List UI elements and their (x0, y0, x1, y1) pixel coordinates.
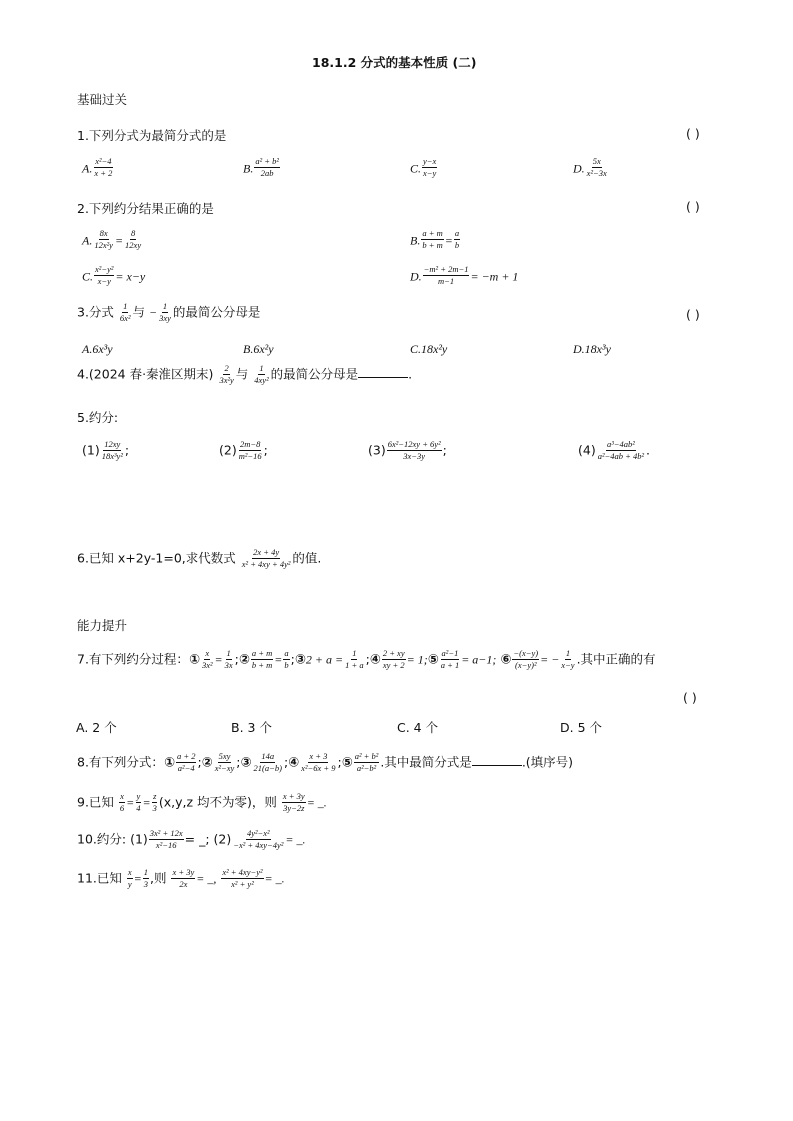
text-segment: = (133, 871, 142, 886)
denominator: 3x²y (219, 375, 234, 386)
fraction (143, 868, 149, 890)
numerator: y−x (422, 157, 437, 168)
denominator: 3xy (159, 313, 171, 324)
numerator: x² + 4xy−y² (221, 868, 263, 879)
fraction (152, 792, 158, 814)
fraction (387, 440, 442, 462)
numerator: 12xy (103, 440, 121, 451)
numerator: z (152, 792, 157, 803)
option-label: A. (82, 161, 93, 176)
numerator: a (454, 229, 460, 240)
q3-stem (77, 302, 260, 324)
text-segment: = a−1; (461, 652, 497, 667)
q2-option-c[interactable] (82, 265, 145, 287)
text-segment: ① (163, 755, 175, 771)
fraction (93, 157, 113, 179)
equals: = (114, 233, 124, 248)
fraction (214, 752, 236, 774)
numerator: x (127, 868, 133, 879)
q2-answer-paren: ( ) (686, 199, 700, 214)
denominator: 3x−3y (403, 451, 426, 462)
denominator: 4xy² (254, 375, 269, 386)
text-segment: 3.分式 (77, 304, 114, 320)
fraction (586, 157, 608, 179)
text-segment: ; (234, 651, 239, 667)
denominator: 6 (119, 803, 125, 814)
q5-part-3 (368, 440, 447, 462)
q10-stem (77, 829, 305, 851)
text-segment: ③ (294, 652, 306, 668)
q5-part-2 (219, 440, 268, 462)
denominator: x² + 4xy + 4y² (241, 559, 291, 570)
numerator: x + 3y (171, 868, 195, 879)
result: = −m + 1 (470, 269, 519, 284)
denominator: x²−3x (586, 168, 607, 179)
denominator: 2x (179, 879, 188, 890)
fraction (423, 265, 470, 287)
text-segment: = _. (264, 871, 285, 886)
fraction (597, 440, 645, 462)
fraction (224, 649, 234, 671)
fraction (454, 229, 460, 251)
q2-option-a[interactable] (82, 229, 143, 251)
denominator: x²−xy (214, 763, 235, 774)
q7-option-d[interactable]: D. 5 个 (560, 720, 602, 735)
text-segment: 2 + a = (305, 652, 344, 667)
denominator: x²−6x + 9 (301, 763, 336, 774)
denominator: a²−4ab + 4b² (597, 451, 645, 462)
fraction (282, 792, 306, 814)
answer-blank[interactable] (472, 755, 522, 766)
fraction (238, 440, 263, 462)
fraction (149, 829, 184, 851)
text-segment: ④ (288, 755, 300, 771)
text-segment: 4.(2024 春·秦淮区期末) (77, 366, 214, 382)
numerator: −(x−y) (512, 649, 539, 660)
numerator: a (283, 649, 289, 660)
text-segment: ; (236, 754, 241, 770)
text-segment: = _. (285, 832, 306, 847)
option-label: B. (243, 161, 254, 176)
text-segment: 的最简公分母是 (270, 366, 359, 382)
numerator: a + 2 (176, 752, 197, 763)
q3-option-b[interactable]: B.6x²y (243, 342, 274, 356)
text-segment: (2) (219, 442, 237, 458)
q2-option-d[interactable] (410, 265, 518, 287)
numerator: 2 (223, 364, 229, 375)
fraction (119, 302, 132, 324)
text-segment: (4) (578, 442, 596, 458)
denominator: 12xy (125, 240, 142, 251)
fraction (241, 548, 292, 570)
text-segment: = − (540, 652, 560, 667)
fraction (253, 364, 269, 386)
numerator: 5x (592, 157, 602, 168)
text-segment: = (274, 652, 283, 667)
numerator: a³−4ab² (606, 440, 636, 451)
q1-option-c[interactable] (410, 157, 438, 179)
page-title: 18.1.2 分式的基本性质 (二) (312, 55, 477, 70)
text-segment: ; (442, 442, 447, 458)
q1-answer-paren: ( ) (686, 126, 700, 141)
fraction (119, 792, 125, 814)
q11-stem (77, 868, 285, 890)
text-segment: 6.已知 x+2y-1=0,求代数式 (77, 550, 236, 566)
denominator: 2ab (260, 168, 274, 179)
q7-option-a[interactable]: A. 2 个 (76, 720, 117, 735)
fraction (94, 265, 114, 287)
option-label: B. (410, 233, 421, 248)
fraction (283, 649, 289, 671)
numerator: a² + b² (254, 157, 280, 168)
numerator: x (119, 792, 125, 803)
q1-option-d[interactable] (573, 157, 609, 179)
text-segment: ② (201, 755, 213, 771)
q5-part-1 (82, 440, 129, 462)
text-segment: = _; (2) (184, 831, 232, 847)
denominator: 3 (143, 879, 149, 890)
fraction (232, 829, 284, 851)
denominator: b (454, 240, 460, 251)
text-segment: . (646, 442, 651, 458)
denominator: a + 1 (440, 660, 460, 671)
fraction (253, 752, 283, 774)
denominator: x−y (423, 168, 437, 179)
denominator: −x² + 4xy−4y² (233, 840, 284, 851)
fraction (127, 868, 133, 890)
q5-stem: 5.约分: (77, 410, 119, 425)
text-segment: 与 (235, 366, 249, 382)
text-segment: = (214, 652, 223, 667)
text-segment: ; (197, 754, 202, 770)
numerator: 1 (122, 302, 128, 313)
numerator: 4y²−x² (246, 829, 271, 840)
option-label: A. (82, 233, 93, 248)
numerator: 14a (260, 752, 275, 763)
text-segment: ,则 (150, 870, 167, 886)
text-segment: ⑥ (500, 652, 512, 668)
numerator: 2 + xy (382, 649, 406, 660)
section-heading-basic: 基础过关 (77, 92, 128, 107)
q3-option-d[interactable]: D.18x³y (573, 342, 611, 356)
fraction (124, 229, 142, 251)
numerator: 1 (162, 302, 168, 313)
fraction (254, 157, 280, 179)
denominator: xy + 2 (382, 660, 405, 671)
numerator: −m² + 2m−1 (423, 265, 470, 276)
text-segment: − (149, 305, 158, 320)
option-label: C. (82, 269, 94, 284)
text-segment: = _, (196, 871, 217, 886)
fraction (382, 649, 406, 671)
numerator: a + m (251, 649, 273, 660)
text-segment: = (142, 795, 151, 810)
numerator: x + 3 (308, 752, 328, 763)
fraction (135, 792, 141, 814)
text-segment: ; (283, 754, 289, 770)
q9-stem (77, 792, 327, 814)
text-segment: .(填序号) (521, 754, 574, 770)
text-segment: ③ (240, 755, 252, 771)
numerator: a²−1 (441, 649, 460, 660)
q2-stem: 2.下列约分结果正确的是 (77, 201, 214, 216)
text-segment: 与 (132, 304, 146, 320)
text-segment: 7.有下列约分过程： (77, 651, 189, 667)
denominator: m²−16 (238, 451, 262, 462)
numerator: 8 (130, 229, 136, 240)
numerator: x²−y² (94, 265, 114, 276)
option-label: D. (410, 269, 422, 284)
fraction (93, 229, 114, 251)
result: = x−y (115, 269, 146, 284)
denominator: x−y (97, 276, 111, 287)
numerator: y (136, 792, 142, 803)
q4-stem (77, 364, 412, 386)
q8-stem (77, 752, 573, 774)
denominator: b + m (251, 660, 273, 671)
q5-part-4 (578, 440, 650, 462)
text-segment: ① (188, 652, 200, 668)
numerator: 5xy (218, 752, 232, 763)
q7-option-c[interactable]: C. 4 个 (397, 720, 439, 735)
text-segment: = (126, 795, 135, 810)
numerator: 1 (143, 868, 149, 879)
fraction (201, 649, 214, 671)
text-segment: ; (124, 442, 130, 458)
q7-stem (77, 649, 656, 671)
text-segment: ; (290, 651, 295, 667)
text-segment: 的值. (292, 550, 322, 566)
text-segment: . (408, 366, 413, 382)
answer-blank[interactable] (358, 367, 408, 378)
q7-answer-paren: ( ) (683, 690, 697, 705)
numerator: 2x + 4y (252, 548, 280, 559)
q6-stem (77, 548, 321, 570)
text-segment: = _. (306, 795, 327, 810)
fraction (300, 752, 336, 774)
q3-option-a[interactable]: A.6x³y (82, 342, 113, 356)
numerator: 1 (258, 364, 264, 375)
fraction (440, 649, 461, 671)
denominator: x + 2 (94, 168, 113, 179)
numerator: 1 (565, 649, 571, 660)
denominator: 12x²y (94, 240, 113, 251)
text-segment: ② (238, 652, 250, 668)
text-segment: = 1; (406, 652, 428, 667)
fraction (158, 302, 172, 324)
fraction (422, 157, 437, 179)
numerator: 6x²−12xy + 6y² (387, 440, 442, 451)
denominator: 21(a−b) (253, 763, 282, 774)
denominator: a²−4 (177, 763, 195, 774)
denominator: 1 + a (345, 660, 364, 671)
denominator: m−1 (438, 276, 455, 287)
q3-option-c[interactable]: C.18x²y (410, 342, 448, 356)
equals: = (444, 233, 453, 248)
fraction (512, 649, 539, 671)
denominator: 6x² (119, 313, 131, 324)
numerator: 2m−8 (239, 440, 261, 451)
text-segment: ; (337, 754, 342, 770)
denominator: 3x² (201, 660, 213, 671)
denominator: a²−b² (356, 763, 377, 774)
text-segment: ; (263, 442, 268, 458)
text-segment: ⑤ (427, 652, 439, 668)
denominator: x² + y² (231, 879, 254, 890)
text-segment: ⑤ (341, 755, 353, 771)
numerator: x + 3y (282, 792, 306, 803)
fraction (421, 229, 443, 251)
q1-stem: 1.下列分式为最简分式的是 (77, 128, 227, 143)
denominator: b + m (422, 240, 443, 251)
option-label: D. (573, 161, 585, 176)
fraction (101, 440, 124, 462)
denominator: 18x³y² (101, 451, 123, 462)
text-segment: 8.有下列分式： (77, 754, 164, 770)
numerator: x (204, 649, 210, 660)
denominator: 3 (152, 803, 157, 814)
text-segment: (3) (368, 442, 386, 458)
numerator: 8x (99, 229, 109, 240)
denominator: x−y (561, 660, 575, 671)
denominator: y (127, 879, 132, 890)
denominator: 4 (136, 803, 141, 814)
denominator: b (284, 660, 289, 671)
text-segment: (x,y,z 均不为零)，则 (158, 794, 277, 810)
text-segment: 的最简公分母是 (172, 304, 261, 320)
q2-option-b[interactable] (410, 229, 461, 251)
fraction (251, 649, 273, 671)
q1-option-a[interactable] (82, 157, 114, 179)
fraction (344, 649, 365, 671)
denominator: x²−16 (155, 840, 177, 851)
text-segment: ④ (369, 652, 381, 668)
numerator: 1 (351, 649, 357, 660)
text-segment: (1) (82, 442, 100, 458)
denominator: 3y−2z (283, 803, 305, 814)
text-segment: 11.已知 (77, 870, 122, 886)
numerator: 3x² + 12x (149, 829, 184, 840)
section-heading-advanced: 能力提升 (77, 618, 128, 633)
fraction (221, 868, 263, 890)
numerator: x²−4 (94, 157, 112, 168)
text-segment: 9.已知 (77, 794, 114, 810)
q3-answer-paren: ( ) (686, 307, 700, 322)
fraction (176, 752, 197, 774)
numerator: a + m (421, 229, 443, 240)
text-segment: ; (365, 651, 370, 667)
denominator: (x−y)² (515, 660, 537, 671)
text-segment: 10.约分: (1) (77, 831, 148, 847)
option-label: C. (410, 161, 422, 176)
denominator: 3x (224, 660, 233, 671)
fraction (560, 649, 575, 671)
text-segment: .其中正确的有 (576, 651, 656, 667)
fraction (171, 868, 195, 890)
fraction (354, 752, 380, 774)
text-segment: .其中最简分式是 (380, 754, 472, 770)
fraction (218, 364, 234, 386)
numerator: 1 (226, 649, 232, 660)
numerator: a² + b² (354, 752, 380, 763)
q1-option-b[interactable] (243, 157, 281, 179)
q7-option-b[interactable]: B. 3 个 (231, 720, 272, 735)
